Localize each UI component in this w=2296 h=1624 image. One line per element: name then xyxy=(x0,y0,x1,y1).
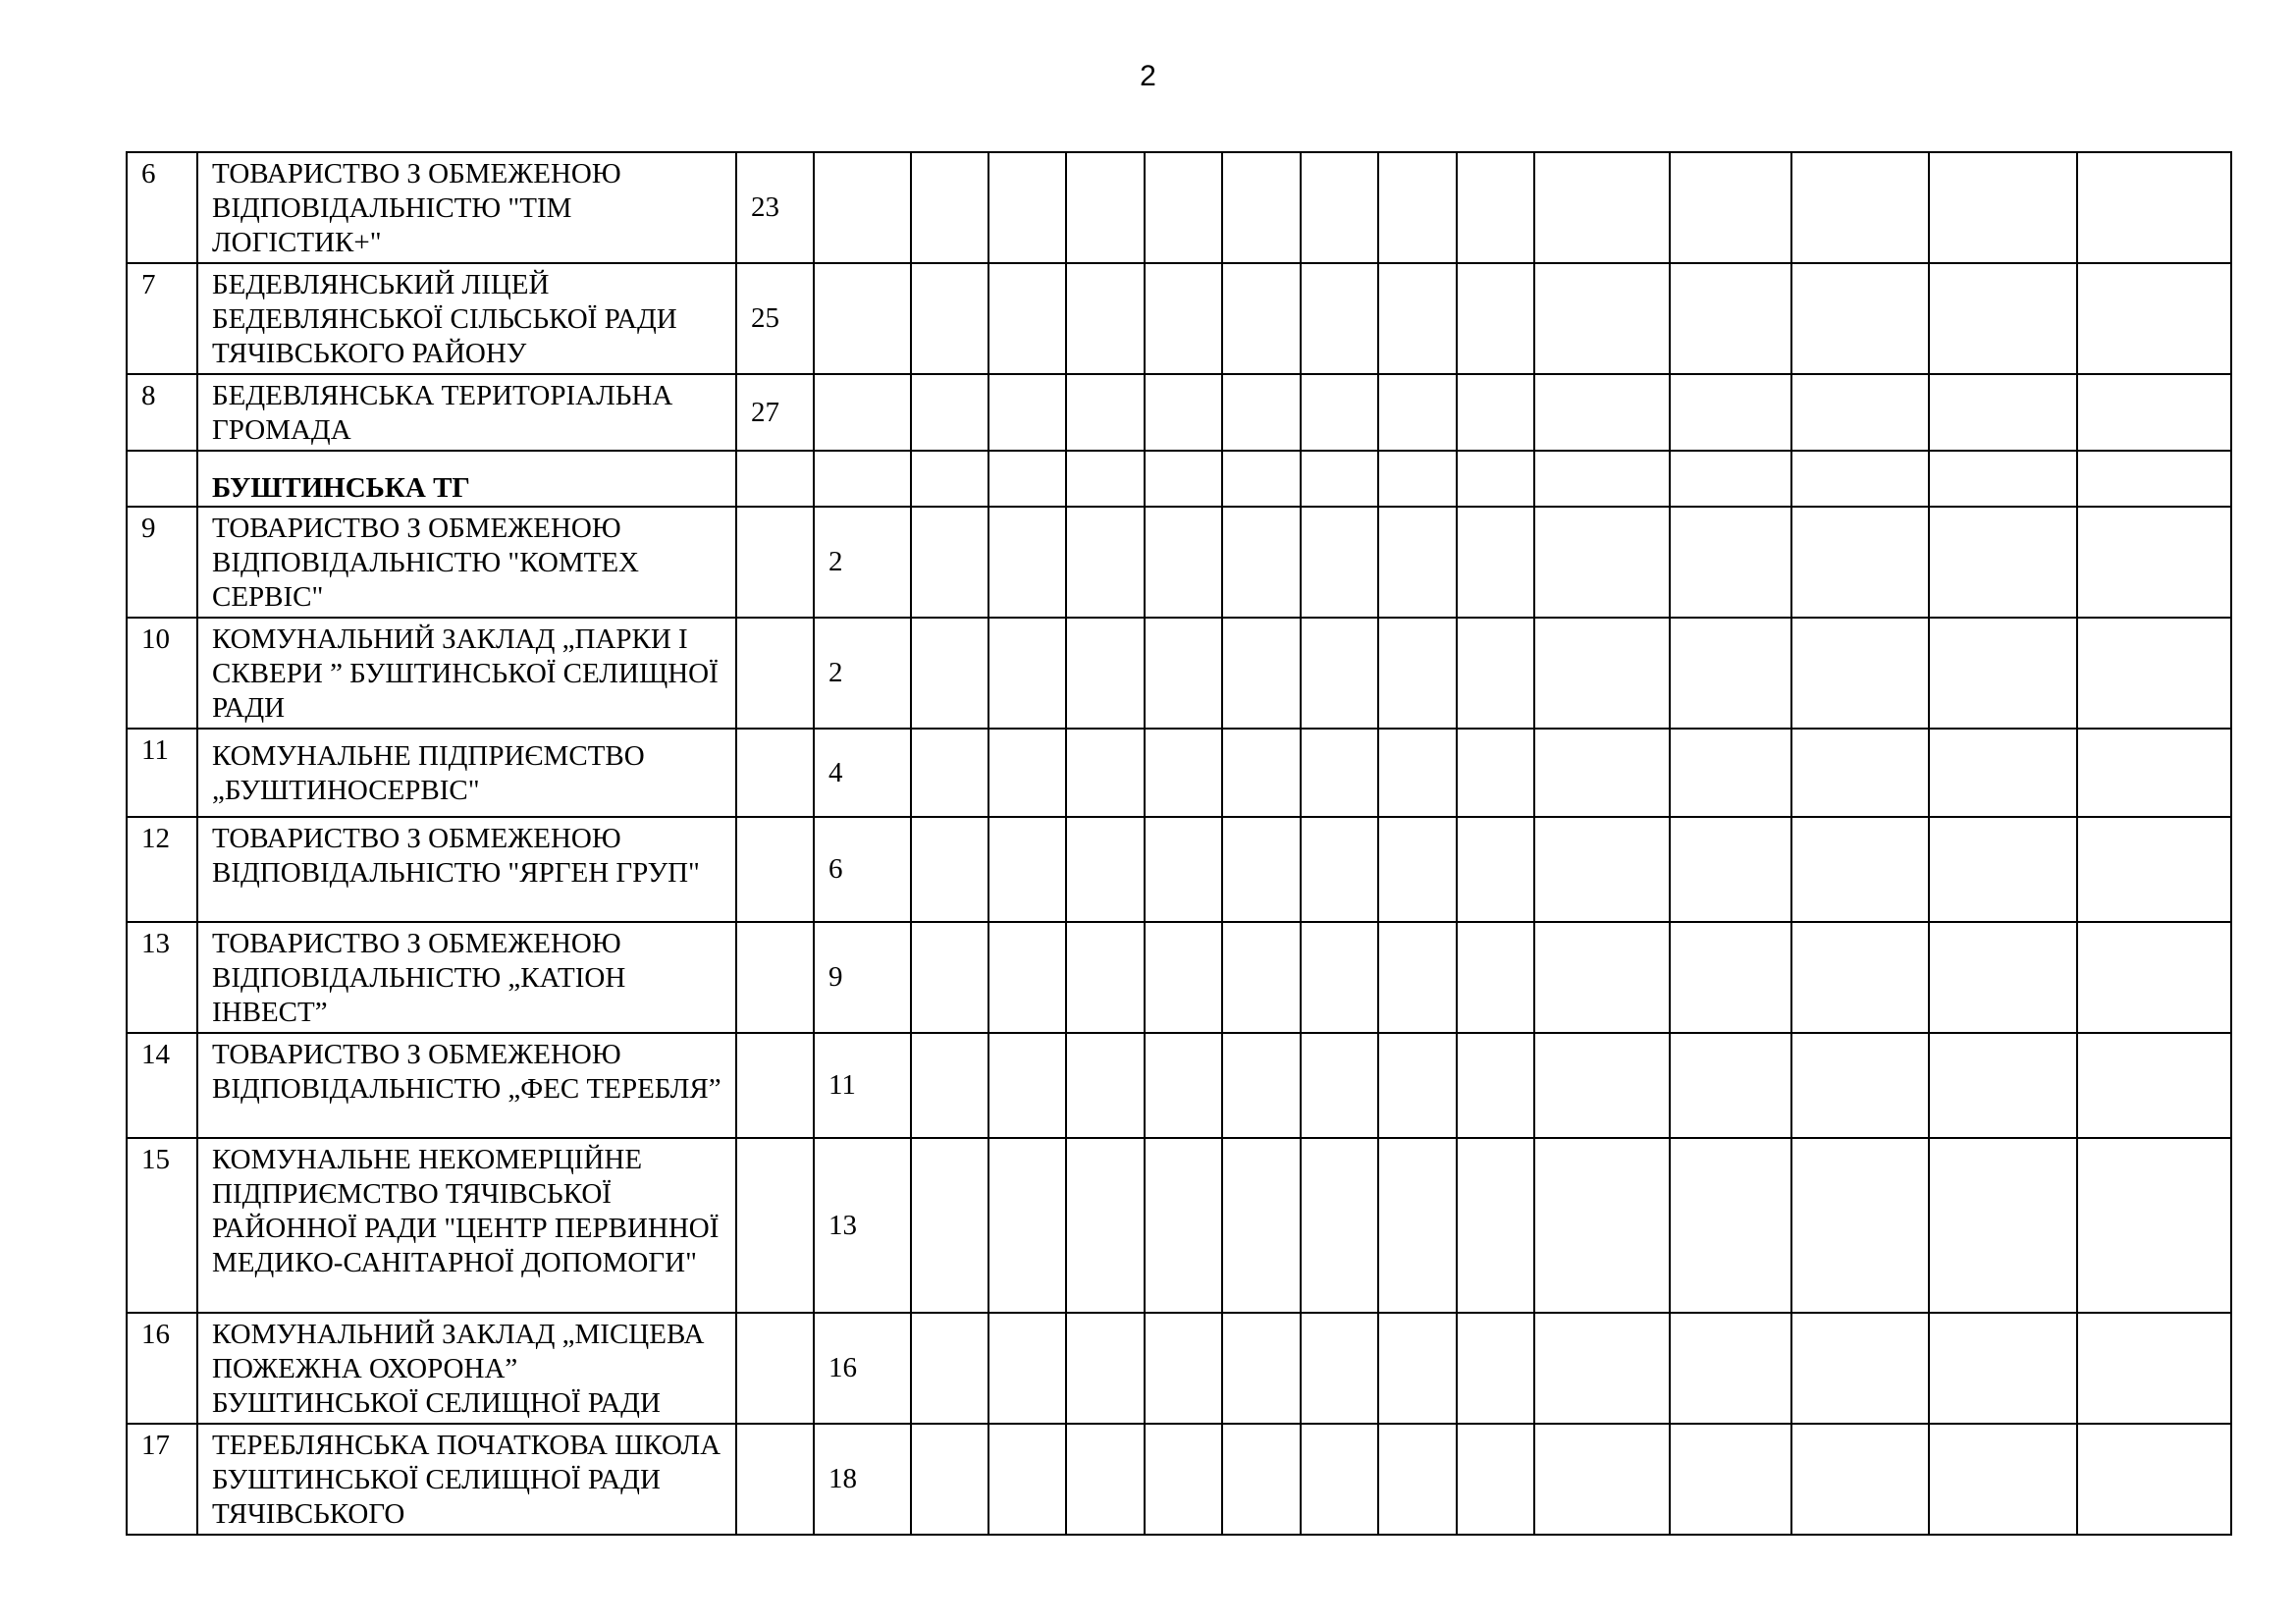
empty-cell xyxy=(1145,152,1222,263)
empty-cell xyxy=(1301,817,1378,922)
empty-cell xyxy=(1670,1313,1791,1424)
empty-cell xyxy=(911,152,988,263)
value-cell-a xyxy=(736,451,814,507)
empty-cell xyxy=(1534,507,1670,618)
empty-cell xyxy=(1378,1138,1457,1313)
empty-cell xyxy=(1457,1033,1534,1138)
registry-body xyxy=(127,152,2231,1535)
entity-name: ТОВАРИСТВО З ОБМЕЖЕНОЮ ВІДПОВІДАЛЬНІСТЮ „КАТІОН ІНВЕСТ” xyxy=(197,922,736,1033)
value-cell-b: 6 xyxy=(814,817,911,922)
entity-name: КОМУНАЛЬНЕ НЕКОМЕРЦІЙНЕ ПІДПРИЄМСТВО ТЯЧІВСЬКОЇ РАЙОННОЇ РАДИ "ЦЕНТР ПЕРВИННОЇ МЕДИКО-САНІТАРНОЇ ДОПОМОГИ" xyxy=(197,1138,736,1313)
table-row xyxy=(127,1424,2231,1535)
empty-cell xyxy=(988,1033,1066,1138)
empty-cell xyxy=(911,1424,988,1535)
page-number: 2 xyxy=(1140,60,1156,92)
empty-cell xyxy=(1929,1033,2077,1138)
empty-cell xyxy=(1301,451,1378,507)
empty-cell xyxy=(1670,451,1791,507)
value-cell-a xyxy=(736,1138,814,1313)
empty-cell xyxy=(911,1033,988,1138)
empty-cell xyxy=(1457,152,1534,263)
empty-cell xyxy=(1534,451,1670,507)
empty-cell xyxy=(1378,507,1457,618)
empty-cell xyxy=(911,729,988,817)
empty-cell xyxy=(1929,451,2077,507)
empty-cell xyxy=(1378,1424,1457,1535)
empty-cell xyxy=(988,729,1066,817)
empty-cell xyxy=(1929,507,2077,618)
empty-cell xyxy=(1929,1313,2077,1424)
empty-cell xyxy=(1378,922,1457,1033)
row-number: 10 xyxy=(127,618,197,729)
empty-cell xyxy=(1670,922,1791,1033)
empty-cell xyxy=(1301,374,1378,451)
table-row xyxy=(127,729,2231,817)
empty-cell xyxy=(1378,729,1457,817)
value-cell-a: 27 xyxy=(736,374,814,451)
table-row xyxy=(127,263,2231,374)
empty-cell xyxy=(1534,263,1670,374)
empty-cell xyxy=(1145,263,1222,374)
value-cell-a xyxy=(736,922,814,1033)
table-row xyxy=(127,1138,2231,1313)
empty-cell xyxy=(1378,451,1457,507)
row-number: 16 xyxy=(127,1313,197,1424)
empty-cell xyxy=(1929,922,2077,1033)
empty-cell xyxy=(1222,451,1301,507)
value-cell-b: 2 xyxy=(814,618,911,729)
empty-cell xyxy=(988,618,1066,729)
value-cell-b: 4 xyxy=(814,729,911,817)
empty-cell xyxy=(1534,1138,1670,1313)
empty-cell xyxy=(1066,374,1145,451)
empty-cell xyxy=(1457,1138,1534,1313)
value-cell-a: 25 xyxy=(736,263,814,374)
empty-cell xyxy=(988,817,1066,922)
empty-cell xyxy=(1301,922,1378,1033)
empty-cell xyxy=(1066,817,1145,922)
empty-cell xyxy=(1457,263,1534,374)
empty-cell xyxy=(1670,507,1791,618)
empty-cell xyxy=(1222,152,1301,263)
row-number: 6 xyxy=(127,152,197,263)
empty-cell xyxy=(1222,507,1301,618)
empty-cell xyxy=(1378,817,1457,922)
empty-cell xyxy=(1457,922,1534,1033)
empty-cell xyxy=(1534,1424,1670,1535)
empty-cell xyxy=(1066,1424,1145,1535)
empty-cell xyxy=(1145,1138,1222,1313)
empty-cell xyxy=(1670,1033,1791,1138)
empty-cell xyxy=(1066,618,1145,729)
empty-cell xyxy=(1670,1138,1791,1313)
table-row xyxy=(127,374,2231,451)
empty-cell xyxy=(1301,1424,1378,1535)
empty-cell xyxy=(2077,1313,2231,1424)
empty-cell xyxy=(1791,263,1929,374)
empty-cell xyxy=(988,922,1066,1033)
entity-name: КОМУНАЛЬНИЙ ЗАКЛАД „МІСЦЕВА ПОЖЕЖНА ОХОРОНА” БУШТИНСЬКОЇ СЕЛИЩНОЇ РАДИ xyxy=(197,1313,736,1424)
empty-cell xyxy=(1534,817,1670,922)
empty-cell xyxy=(911,263,988,374)
empty-cell xyxy=(1791,1033,1929,1138)
empty-cell xyxy=(1457,374,1534,451)
empty-cell xyxy=(1066,507,1145,618)
empty-cell xyxy=(911,1313,988,1424)
empty-cell xyxy=(1791,1313,1929,1424)
row-number: 15 xyxy=(127,1138,197,1313)
empty-cell xyxy=(1145,817,1222,922)
empty-cell xyxy=(1929,729,2077,817)
empty-cell xyxy=(1791,729,1929,817)
empty-cell xyxy=(1929,263,2077,374)
value-cell-a xyxy=(736,1033,814,1138)
empty-cell xyxy=(1066,1313,1145,1424)
empty-cell xyxy=(1929,817,2077,922)
empty-cell xyxy=(2077,1033,2231,1138)
empty-cell xyxy=(1534,618,1670,729)
entity-name: БЕДЕВЛЯНСЬКА ТЕРИТОРІАЛЬНА ГРОМАДА xyxy=(197,374,736,451)
entity-name: ТОВАРИСТВО З ОБМЕЖЕНОЮ ВІДПОВІДАЛЬНІСТЮ "КОМТЕХ СЕРВІС" xyxy=(197,507,736,618)
value-cell-a xyxy=(736,1313,814,1424)
empty-cell xyxy=(988,374,1066,451)
empty-cell xyxy=(1670,729,1791,817)
empty-cell xyxy=(1457,1313,1534,1424)
empty-cell xyxy=(1145,618,1222,729)
section-row xyxy=(127,451,2231,507)
entity-name: КОМУНАЛЬНЕ ПІДПРИЄМСТВО „БУШТИНОСЕРВІС" xyxy=(197,729,736,817)
empty-cell xyxy=(2077,618,2231,729)
value-cell-b: 16 xyxy=(814,1313,911,1424)
registry-table xyxy=(126,151,2232,1536)
empty-cell xyxy=(1222,1313,1301,1424)
empty-cell xyxy=(2077,451,2231,507)
row-number: 17 xyxy=(127,1424,197,1535)
empty-cell xyxy=(1301,1313,1378,1424)
empty-cell xyxy=(1222,263,1301,374)
empty-cell xyxy=(1066,1033,1145,1138)
empty-cell xyxy=(1670,152,1791,263)
empty-cell xyxy=(1145,922,1222,1033)
empty-cell xyxy=(1145,451,1222,507)
empty-cell xyxy=(1534,374,1670,451)
row-number: 7 xyxy=(127,263,197,374)
empty-cell xyxy=(2077,152,2231,263)
empty-cell xyxy=(1791,1424,1929,1535)
empty-cell xyxy=(1378,263,1457,374)
value-cell-b: 2 xyxy=(814,507,911,618)
empty-cell xyxy=(1457,618,1534,729)
entity-name: БЕДЕВЛЯНСЬКИЙ ЛІЦЕЙ БЕДЕВЛЯНСЬКОЇ СІЛЬСЬКОЇ РАДИ ТЯЧІВСЬКОГО РАЙОНУ xyxy=(197,263,736,374)
empty-cell xyxy=(1791,507,1929,618)
empty-cell xyxy=(1791,922,1929,1033)
row-number: 14 xyxy=(127,1033,197,1138)
empty-cell xyxy=(1670,1424,1791,1535)
empty-cell xyxy=(2077,1138,2231,1313)
empty-cell xyxy=(1301,152,1378,263)
empty-cell xyxy=(1929,374,2077,451)
empty-cell xyxy=(1222,1138,1301,1313)
empty-cell xyxy=(1301,618,1378,729)
empty-cell xyxy=(911,451,988,507)
empty-cell xyxy=(1066,1138,1145,1313)
empty-cell xyxy=(2077,507,2231,618)
empty-cell xyxy=(1301,729,1378,817)
table-row xyxy=(127,922,2231,1033)
empty-cell xyxy=(1791,618,1929,729)
row-number: 9 xyxy=(127,507,197,618)
empty-cell xyxy=(1145,1424,1222,1535)
empty-cell xyxy=(1457,729,1534,817)
empty-cell xyxy=(1929,1138,2077,1313)
empty-cell xyxy=(1066,451,1145,507)
empty-cell xyxy=(1670,263,1791,374)
empty-cell xyxy=(1791,152,1929,263)
empty-cell xyxy=(1222,729,1301,817)
row-number: 13 xyxy=(127,922,197,1033)
empty-cell xyxy=(911,618,988,729)
empty-cell xyxy=(911,817,988,922)
empty-cell xyxy=(1670,618,1791,729)
empty-cell xyxy=(1066,922,1145,1033)
empty-cell xyxy=(1222,374,1301,451)
empty-cell xyxy=(2077,817,2231,922)
empty-cell xyxy=(1222,922,1301,1033)
value-cell-a: 23 xyxy=(736,152,814,263)
table-row xyxy=(127,507,2231,618)
empty-cell xyxy=(1145,507,1222,618)
table-row xyxy=(127,618,2231,729)
empty-cell xyxy=(1457,1424,1534,1535)
empty-cell xyxy=(1066,263,1145,374)
empty-cell xyxy=(1929,1424,2077,1535)
value-cell-a xyxy=(736,618,814,729)
empty-cell xyxy=(1929,152,2077,263)
value-cell-b xyxy=(814,263,911,374)
empty-cell xyxy=(1534,152,1670,263)
value-cell-b: 9 xyxy=(814,922,911,1033)
empty-cell xyxy=(1791,817,1929,922)
table-row xyxy=(127,152,2231,263)
empty-cell xyxy=(1145,729,1222,817)
value-cell-a xyxy=(736,507,814,618)
row-number: 12 xyxy=(127,817,197,922)
empty-cell xyxy=(1791,451,1929,507)
value-cell-b xyxy=(814,152,911,263)
empty-cell xyxy=(1301,263,1378,374)
empty-cell xyxy=(988,1313,1066,1424)
empty-cell xyxy=(2077,263,2231,374)
empty-cell xyxy=(1222,817,1301,922)
row-number xyxy=(127,451,197,507)
value-cell-b xyxy=(814,451,911,507)
entity-name: ТОВАРИСТВО З ОБМЕЖЕНОЮ ВІДПОВІДАЛЬНІСТЮ "ТІМ ЛОГІСТИК+" xyxy=(197,152,736,263)
empty-cell xyxy=(911,507,988,618)
empty-cell xyxy=(1301,1138,1378,1313)
empty-cell xyxy=(988,263,1066,374)
entity-name: ТЕРЕБЛЯНСЬКА ПОЧАТКОВА ШКОЛА БУШТИНСЬКОЇ СЕЛИЩНОЇ РАДИ ТЯЧІВСЬКОГО xyxy=(197,1424,736,1535)
empty-cell xyxy=(1066,729,1145,817)
table-row xyxy=(127,817,2231,922)
row-number: 8 xyxy=(127,374,197,451)
empty-cell xyxy=(1378,1313,1457,1424)
empty-cell xyxy=(911,922,988,1033)
empty-cell xyxy=(1534,1313,1670,1424)
empty-cell xyxy=(1670,374,1791,451)
empty-cell xyxy=(1378,374,1457,451)
empty-cell xyxy=(988,1138,1066,1313)
empty-cell xyxy=(1301,507,1378,618)
entity-name: ТОВАРИСТВО З ОБМЕЖЕНОЮ ВІДПОВІДАЛЬНІСТЮ „ФЕС ТЕРЕБЛЯ” xyxy=(197,1033,736,1138)
empty-cell xyxy=(1145,1033,1222,1138)
empty-cell xyxy=(1378,618,1457,729)
empty-cell xyxy=(1222,618,1301,729)
empty-cell xyxy=(911,1138,988,1313)
value-cell-a xyxy=(736,817,814,922)
table-row xyxy=(127,1313,2231,1424)
empty-cell xyxy=(2077,922,2231,1033)
value-cell-a xyxy=(736,729,814,817)
empty-cell xyxy=(1378,1033,1457,1138)
empty-cell xyxy=(988,1424,1066,1535)
value-cell-b: 13 xyxy=(814,1138,911,1313)
empty-cell xyxy=(1534,1033,1670,1138)
empty-cell xyxy=(988,451,1066,507)
empty-cell xyxy=(988,152,1066,263)
empty-cell xyxy=(1222,1424,1301,1535)
empty-cell xyxy=(1929,618,2077,729)
empty-cell xyxy=(1457,507,1534,618)
value-cell-b xyxy=(814,374,911,451)
value-cell-b: 18 xyxy=(814,1424,911,1535)
empty-cell xyxy=(1145,374,1222,451)
empty-cell xyxy=(1457,817,1534,922)
empty-cell xyxy=(988,507,1066,618)
row-number: 11 xyxy=(127,729,197,817)
table-row xyxy=(127,1033,2231,1138)
empty-cell xyxy=(2077,1424,2231,1535)
empty-cell xyxy=(1534,922,1670,1033)
empty-cell xyxy=(1457,451,1534,507)
empty-cell xyxy=(1378,152,1457,263)
empty-cell xyxy=(1066,152,1145,263)
entity-name: ТОВАРИСТВО З ОБМЕЖЕНОЮ ВІДПОВІДАЛЬНІСТЮ "ЯРГЕН ГРУП" xyxy=(197,817,736,922)
empty-cell xyxy=(1670,817,1791,922)
empty-cell xyxy=(1222,1033,1301,1138)
empty-cell xyxy=(911,374,988,451)
empty-cell xyxy=(1534,729,1670,817)
empty-cell xyxy=(1791,374,1929,451)
empty-cell xyxy=(2077,374,2231,451)
section-title: БУШТИНСЬКА ТГ xyxy=(197,451,736,507)
value-cell-b: 11 xyxy=(814,1033,911,1138)
empty-cell xyxy=(1145,1313,1222,1424)
entity-name: КОМУНАЛЬНИЙ ЗАКЛАД „ПАРКИ І СКВЕРИ ” БУШТИНСЬКОЇ СЕЛИЩНОЇ РАДИ xyxy=(197,618,736,729)
value-cell-a xyxy=(736,1424,814,1535)
empty-cell xyxy=(1791,1138,1929,1313)
empty-cell xyxy=(2077,729,2231,817)
empty-cell xyxy=(1301,1033,1378,1138)
